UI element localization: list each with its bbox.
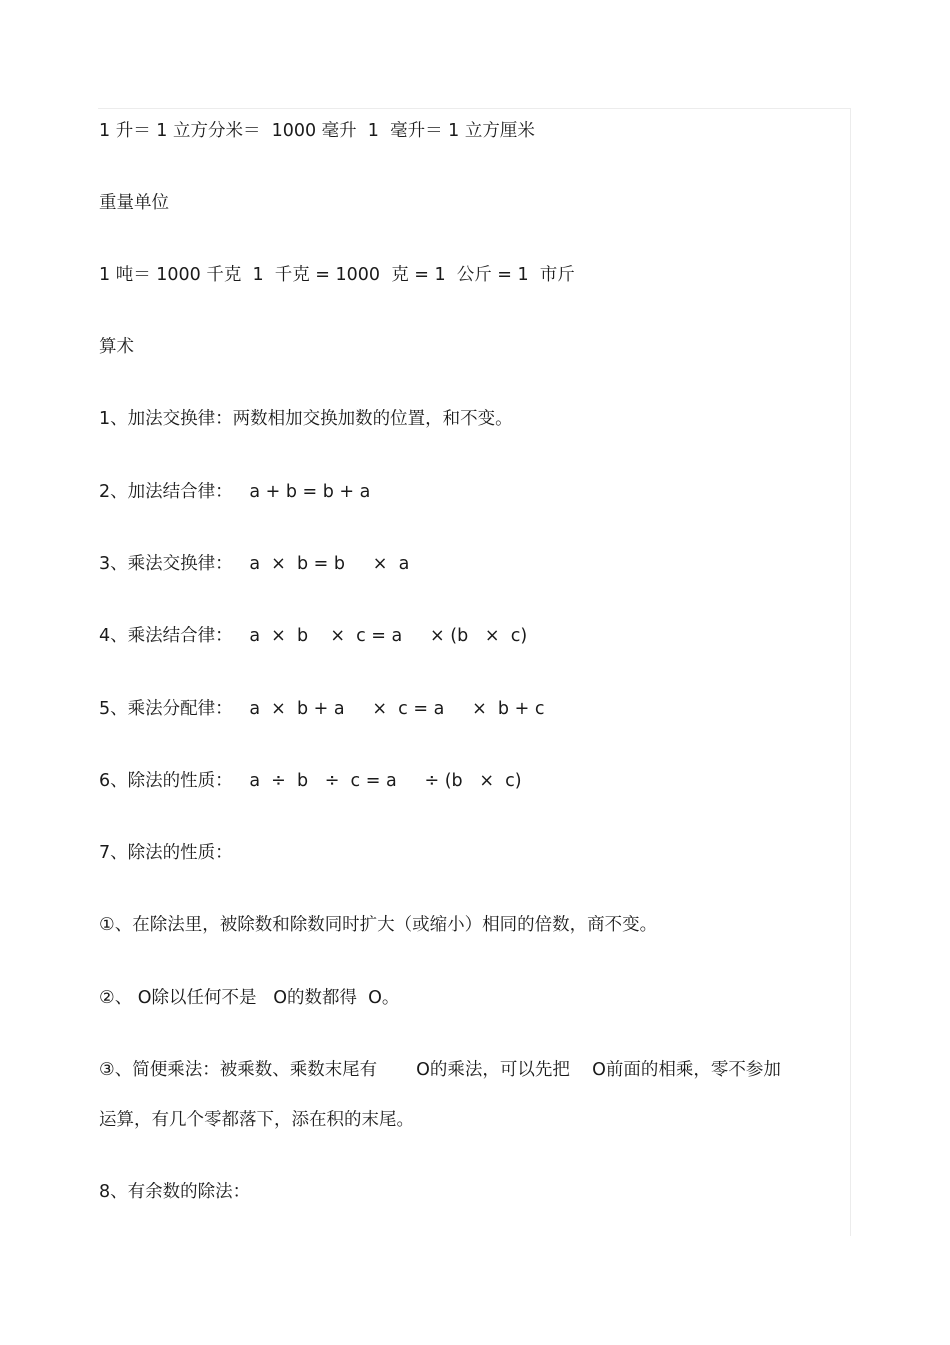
rule-7-division-property-heading: 7、除法的性质： [99,843,233,863]
arithmetic-heading: 算术 [99,337,134,357]
rule-7-item-2: ②、 O除以任何不是 O的数都得 O。 [99,988,400,1008]
rule-3-multiplication-commutative: 3、乘法交换律： a × b = b × a [99,554,410,574]
weight-unit-line: 1 吨＝ 1000 千克 1 千克 = 1000 克 = 1 公斤 = 1 市斤 [99,265,575,285]
rule-5-multiplication-distributive: 5、乘法分配律： a × b + a × c = a × b + c [99,699,545,719]
rule-7-item-1: ①、在除法里，被除数和除数同时扩大（或缩小）相同的倍数，商不变。 [99,915,658,935]
weight-unit-heading: 重量单位 [99,193,169,213]
rule-2-addition-associative: 2、加法结合律： a + b = b + a [99,482,371,502]
rule-8-remainder-division-heading: 8、有余数的除法： [99,1182,251,1202]
rule-7-item-3: ③、简便乘法：被乘数、乘数末尾有 O的乘法，可以先把 O前面的相乘，零不参加 [99,1060,781,1080]
volume-unit-line: 1 升＝ 1 立方分米＝ 1000 毫升 1 毫升＝ 1 立方厘米 [99,121,535,141]
rule-4-multiplication-associative: 4、乘法结合律： a × b × c = a × (b × c) [99,626,528,646]
rule-7-item-3-continued: 运算，有几个零都落下，添在积的末尾。 [99,1110,414,1130]
rule-6-division-property: 6、除法的性质： a ÷ b ÷ c = a ÷ (b × c) [99,771,522,791]
rule-1-addition-commutative: 1、加法交换律：两数相加交换加数的位置，和不变。 [99,409,513,429]
